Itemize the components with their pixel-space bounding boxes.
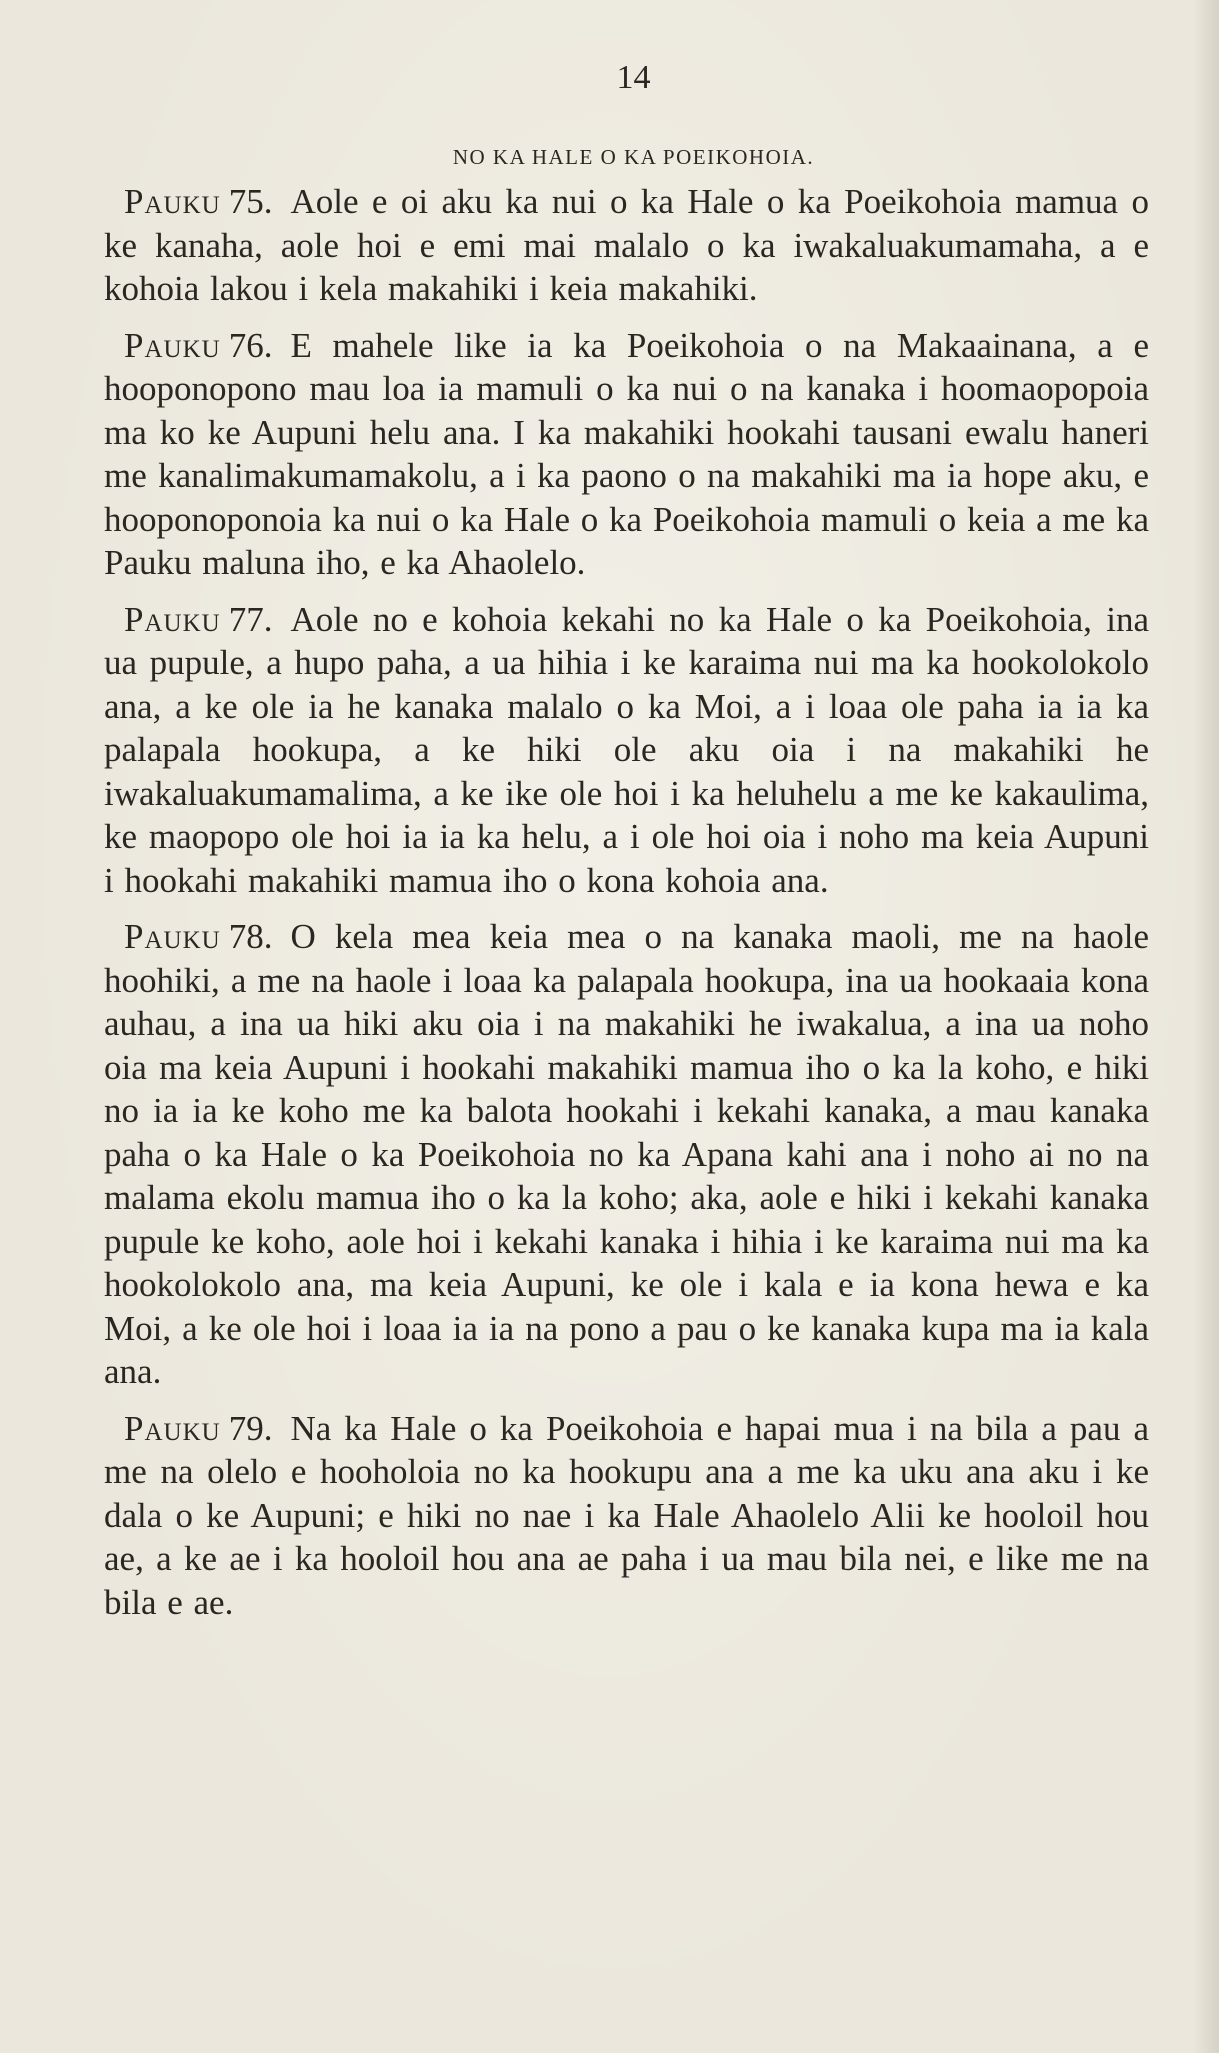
page-number: 14 [616, 59, 651, 96]
section-text: Na ka Hale o ka Poeikohoia e hapai mua i na bila a pau a me na olelo e hooholoia no ka hookupu ana a me ka uku ana aku i ke dala o ke Aupuni; e hiki no nae i ka Hale Ahaolelo Alii ke hooloil hou ae, a ke ae i ka hooloil hou ana ae paha i ua mau bila nei, e like me na bila e ae. [104, 1408, 1149, 1622]
section-number: 75. [228, 182, 273, 221]
section-number: 78. [228, 917, 273, 956]
section-78 [104, 915, 1149, 1394]
section-number: 77. [228, 599, 273, 639]
section-label: Pauku [124, 1408, 221, 1448]
section-number: 79. [228, 1408, 273, 1448]
section-text: Aole e oi aku ka nui o ka Hale o ka Poeikohoia mamua o ke kanaha, aole hoi e emi mai malalo o ka iwakaluakumamaha, a e kohoia lakou i kela makahiki i keia makahiki. [104, 182, 1149, 308]
section-label: Pauku [124, 182, 221, 221]
section-76 [104, 324, 1149, 585]
section-text: E mahele like ia ka Poeikohoia o na Makaainana, a e hooponopono mau loa ia mamuli o ka nui o na kanaka i hoomaopopoia ma ko ke Aupuni helu ana. I ka makahiki hookahi tausani ewalu haneri me kanalimakumamakolu, a i ka paono o na makahiki ma ia hope aku, e hooponoponoia ka nui o ka Hale o ka Poeikohoia mamuli o keia a me ka Pauku maluna iho, e ka Ahaolelo. [104, 325, 1149, 582]
section-79 [104, 1407, 1149, 1625]
running-head: NO KA HALE O KA POEIKOHOIA. [452, 145, 815, 169]
page-edge-shadow [1193, 0, 1219, 2053]
section-label: Pauku [124, 599, 221, 639]
section-label: Pauku [124, 325, 221, 365]
section-text: O kela mea keia mea o na kanaka maoli, me na haole hoohiki, a me na haole i loaa ka palapala hookupa, ina ua hookaaia kona auhau, a ina ua hiki aku oia i na makahiki he iwakalua, a ina ua noho oia ma keia Aupuni i hookahi makahiki mamua iho o ka la koho, e hiki no ia ia ke koho me ka balota hookahi i kekahi kanaka, a mau kanaka paha o ka Hale o ka Poeikohoia no ka Apana kahi ana i noho ai no na malama ekolu mamua iho o ka la koho; aka, aole e hiki i kekahi kanaka pupule ke koho, aole hoi i kekahi kanaka i hihia i ke karaima nui ma ka hookolokolo ana, ma keia Aupuni, ke ole i kala e ia kona hewa e ka Moi, a ke ole hoi i loaa ia ia na pono a pau o ke kanaka kupa ma ia kala ana. [104, 917, 1149, 1391]
section-number: 76. [228, 325, 273, 365]
section-75 [104, 180, 1149, 311]
section-77 [104, 598, 1149, 903]
section-text: Aole no e kohoia kekahi no ka Hale o ka Poeikohoia, ina ua pupule, a hupo paha, a ua hihia i ke karaima nui ma ka hookolokolo ana, a ke ole ia he kanaka malalo o ka Moi, a i loaa ole paha ia ia ka palapala hookupa, a ke hiki ole aku oia i na makahiki he iwakaluakumamalima, a ke ike ole hoi i ka heluhelu a me ke kakaulima, ke maopopo ole hoi ia ia ka helu, a i ole hoi oia i noho ma keia Aupuni i hookahi makahiki mamua iho o kona kohoia ana. [104, 599, 1149, 900]
section-label: Pauku [124, 917, 221, 956]
